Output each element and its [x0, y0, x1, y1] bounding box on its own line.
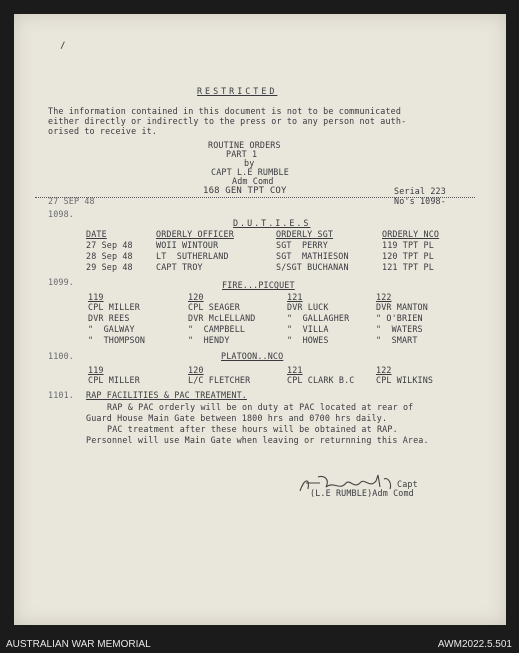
duties-row-3-sgt: S/SGT BUCHANAN: [276, 262, 349, 272]
signature-name: (L.E RUMBLE)Adm Comd: [310, 488, 414, 498]
by-label: by: [244, 158, 255, 168]
picquet-r4-c4: " SMART: [376, 335, 418, 345]
nco-item-no: 1100.: [48, 351, 74, 361]
rap-line-2: Guard House Main Gate between 1800 hrs and 0700 hrs daily.: [86, 413, 388, 423]
picquet-r4-c2: " HENDY: [188, 335, 230, 345]
classification-heading: RESTRICTED: [197, 86, 278, 96]
picquet-r1-c3: DVR LUCK: [287, 302, 329, 312]
picquet-r3-c4: " WATERS: [376, 324, 423, 334]
duties-col-date: DATE: [86, 229, 107, 239]
picquet-r3-c2: " CAMPBELL: [188, 324, 246, 334]
nco-platoon-122: 122: [376, 365, 392, 375]
duties-row-1-nco: 119 TPT PL: [382, 240, 434, 250]
nco-title: PLATOON..NCO: [221, 351, 284, 361]
picquet-r2-c3: " GALLAGHER: [287, 313, 350, 323]
duties-col-nco: ORDERLY NCO: [382, 229, 440, 239]
picquet-r4-c3: " HOWES: [287, 335, 329, 345]
rap-line-1: RAP & PAC orderly will be on duty at PAC located at rear of: [107, 402, 414, 412]
duties-row-1-sgt: SGT PERRY: [276, 240, 328, 250]
duties-row-1-date: 27 Sep 48: [86, 240, 133, 250]
picquet-r2-c1: DVR REES: [88, 313, 130, 323]
picquet-platoon-121: 121: [287, 292, 303, 302]
nco-name-121: CPL CLARK B.C: [287, 375, 355, 385]
orders-part: PART 1: [226, 149, 258, 159]
nco-name-119: CPL MILLER: [88, 375, 140, 385]
picquet-platoon-119: 119: [88, 292, 104, 302]
serial-number: Serial 223: [394, 186, 446, 196]
duties-row-2-nco: 120 TPT PL: [382, 251, 434, 261]
nco-platoon-121: 121: [287, 365, 303, 375]
nco-name-120: L/C FLETCHER: [188, 375, 251, 385]
notice-line-1: The information contained in this document is not to be communicated: [48, 106, 402, 116]
rap-title: RAP FACILITIES & PAC TREATMENT.: [86, 390, 247, 400]
duties-title: D.U.T.I.E.S: [233, 218, 311, 228]
duties-row-2-officer: LT SUTHERLAND: [156, 251, 229, 261]
duties-row-1-officer: WOII WINTOUR: [156, 240, 219, 250]
nco-platoon-119: 119: [88, 365, 104, 375]
orders-title: ROUTINE ORDERS: [208, 140, 281, 150]
order-date: 27 SEP 48: [48, 196, 95, 206]
picquet-item-no: 1099.: [48, 277, 74, 287]
picquet-platoon-122: 122: [376, 292, 392, 302]
rap-item-no: 1101.: [48, 390, 74, 400]
officer-role: Adm Comd: [232, 176, 274, 186]
unit-name: 168 GEN TPT COY: [203, 186, 287, 196]
rap-line-3: PAC treatment after these hours will be obtained at RAP.: [107, 424, 398, 434]
separator-line: [35, 197, 475, 198]
picquet-r2-c4: " O'BRIEN: [376, 313, 423, 323]
duties-col-sgt: ORDERLY SGT: [276, 229, 334, 239]
duties-item-no: 1098.: [48, 209, 74, 219]
signature-rank: Capt: [397, 479, 418, 489]
picquet-title: FIRE...PICQUET: [222, 280, 295, 290]
notice-line-2: either directly or indirectly to the press or to any person not auth-: [48, 116, 407, 126]
picquet-r1-c4: DVR MANTON: [376, 302, 428, 312]
duties-row-2-date: 28 Sep 48: [86, 251, 133, 261]
picquet-r3-c3: " VILLA: [287, 324, 329, 334]
rap-line-4: Personnel will use Main Gate when leaving or returnning this Area.: [86, 435, 429, 445]
picquet-platoon-120: 120: [188, 292, 204, 302]
order-numbers: No's 1098-: [394, 196, 446, 206]
duties-col-officer: ORDERLY OFFICER: [156, 229, 234, 239]
duties-row-3-nco: 121 TPT PL: [382, 262, 434, 272]
footer-source: AUSTRALIAN WAR MEMORIAL: [6, 639, 151, 650]
picquet-r1-c2: CPL SEAGER: [188, 302, 240, 312]
nco-name-122: CPL WILKINS: [376, 375, 434, 385]
picquet-r1-c1: CPL MILLER: [88, 302, 140, 312]
picquet-r4-c1: " THOMPSON: [88, 335, 146, 345]
picquet-r2-c2: DVR McLELLAND: [188, 313, 256, 323]
notice-line-3: orised to receive it.: [48, 126, 158, 136]
nco-platoon-120: 120: [188, 365, 204, 375]
picquet-r3-c1: " GALWAY: [88, 324, 135, 334]
issuing-officer: CAPT L.E RUMBLE: [211, 167, 289, 177]
duties-row-3-officer: CAPT TROY: [156, 262, 203, 272]
duties-row-3-date: 29 Sep 48: [86, 262, 133, 272]
footer-reference: AWM2022.5.501: [437, 639, 512, 650]
duties-row-2-sgt: SGT MATHIESON: [276, 251, 349, 261]
